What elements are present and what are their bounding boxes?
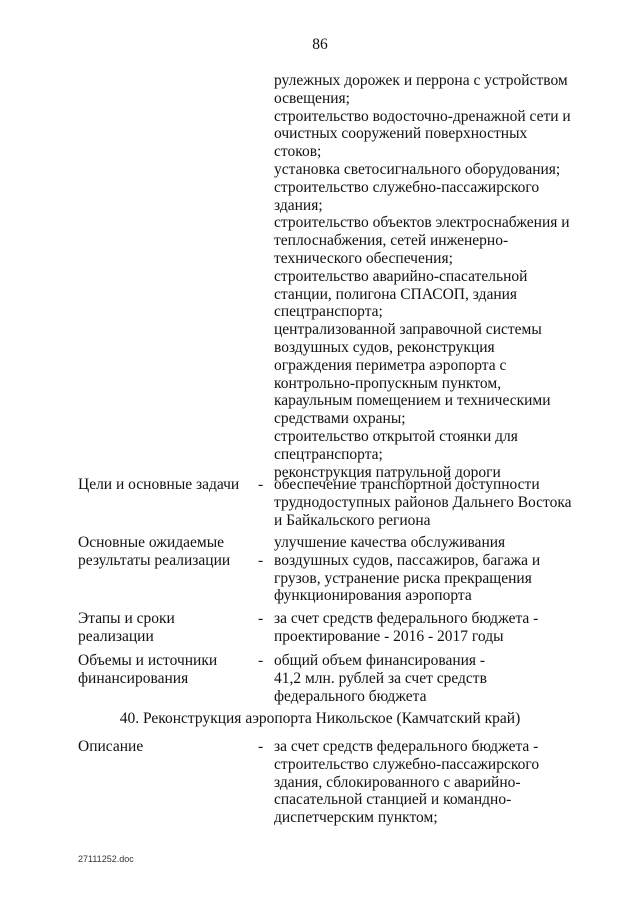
- continuation-line: строительство служебно-пассажирского: [274, 178, 540, 196]
- continuation-line: теплоснабжения, сетей инженерно-: [274, 232, 509, 250]
- row-dash: -: [258, 552, 264, 569]
- financing-value: [274, 652, 584, 705]
- row-value-line: улучшение качества обслуживания: [274, 534, 506, 551]
- row-value-line: диспетчерским пунктом;: [274, 809, 438, 827]
- row-value-line: функционирования аэропорта: [274, 587, 472, 605]
- row-value-line: федерального бюджета: [274, 687, 427, 705]
- row-dash: -: [258, 738, 264, 755]
- expected-results-label: [78, 534, 248, 570]
- row-label-line: реализации: [78, 627, 154, 645]
- continuation-line: установка светосигнального оборудования;: [274, 160, 561, 178]
- continuation-line: строительство объектов электроснабжения и: [274, 214, 570, 232]
- description-label: [78, 738, 248, 756]
- continuation-line: спецтранспорта;: [274, 303, 383, 321]
- page-number: 86: [312, 36, 328, 53]
- description-value: [274, 738, 584, 827]
- row-value-line: строительство служебно-пассажирского: [274, 755, 540, 773]
- row-value-line: труднодоступных районов Дальнего Востока: [274, 493, 572, 511]
- section-heading: 40. Реконструкция аэропорта Никольское (Камчатский край): [119, 710, 521, 727]
- stages-value: [274, 610, 584, 646]
- row-value-line: за счет средств федерального бюджета -: [274, 738, 539, 755]
- row-dash: -: [258, 652, 264, 669]
- row-value-line: обеспечение транспортной доступности: [274, 476, 540, 493]
- continuation-line: спецтранспорта;: [274, 445, 383, 463]
- row-label-line: Этапы и сроки: [78, 610, 175, 627]
- continuation-line: технического обеспечения;: [274, 249, 453, 267]
- row-label-line: финансирования: [78, 669, 189, 687]
- continuation-line: строительство водосточно-дренажной сети и: [274, 107, 571, 125]
- row-value-line: за счет средств федерального бюджета -: [274, 610, 539, 627]
- row-dash: -: [258, 476, 264, 493]
- continuation-line: строительство открытой стоянки для: [274, 427, 518, 445]
- row-value-line: воздушных судов, пассажиров, багажа и: [274, 551, 541, 569]
- row-value-line: здания, сблокированного с аварийно-: [274, 773, 521, 791]
- row-label-line: Описание: [78, 738, 144, 755]
- row-value-line: и Байкальского региона: [274, 511, 431, 529]
- row-value-line: проектирование - 2016 - 2017 годы: [274, 627, 504, 645]
- document-filename: 27111252.doc: [78, 854, 134, 864]
- goals-value: [274, 476, 584, 529]
- continuation-line: рулежных дорожек и перрона с устройством: [274, 72, 568, 89]
- row-dash: -: [258, 610, 264, 627]
- row-label-line: Основные ожидаемые: [78, 534, 225, 551]
- continuation-line: караульным помещением и техническими: [274, 392, 551, 410]
- continuation-line: реконструкция патрульной дороги: [274, 463, 501, 481]
- continuation-line: централизованной заправочной системы: [274, 321, 542, 339]
- row-label-line: результаты реализации: [78, 551, 231, 569]
- row-label-line: Объемы и источники: [78, 652, 218, 669]
- continuation-line: средствами охраны;: [274, 410, 406, 428]
- continuation-line: контрольно-пропускным пунктом,: [274, 374, 502, 392]
- financing-label: [78, 652, 248, 688]
- continuation-line: очистных сооружений поверхностных: [274, 125, 528, 143]
- continuation-line: ограждения периметра аэропорта с: [274, 356, 507, 374]
- continuation-text-block: [274, 72, 584, 481]
- expected-results-value: [274, 534, 584, 605]
- continuation-line: освещения;: [274, 89, 350, 107]
- stages-label: [78, 610, 248, 646]
- continuation-line: строительство аварийно-спасательной: [274, 267, 528, 285]
- row-value-line: грузов, устранение риска прекращения: [274, 569, 532, 587]
- continuation-line: здания;: [274, 196, 323, 214]
- continuation-line: станции, полигона СПАСОП, здания: [274, 285, 518, 303]
- row-value-line: спасательной станцией и командно-: [274, 791, 512, 809]
- goals-label: [78, 476, 248, 494]
- row-label-line: Цели и основные задачи: [78, 476, 240, 493]
- continuation-line: стоков;: [274, 143, 322, 161]
- continuation-line: воздушных судов, реконструкция: [274, 338, 495, 356]
- row-value-line: 41,2 млн. рублей за счет средств: [274, 669, 487, 687]
- row-value-line: общий объем финансирования -: [274, 652, 486, 669]
